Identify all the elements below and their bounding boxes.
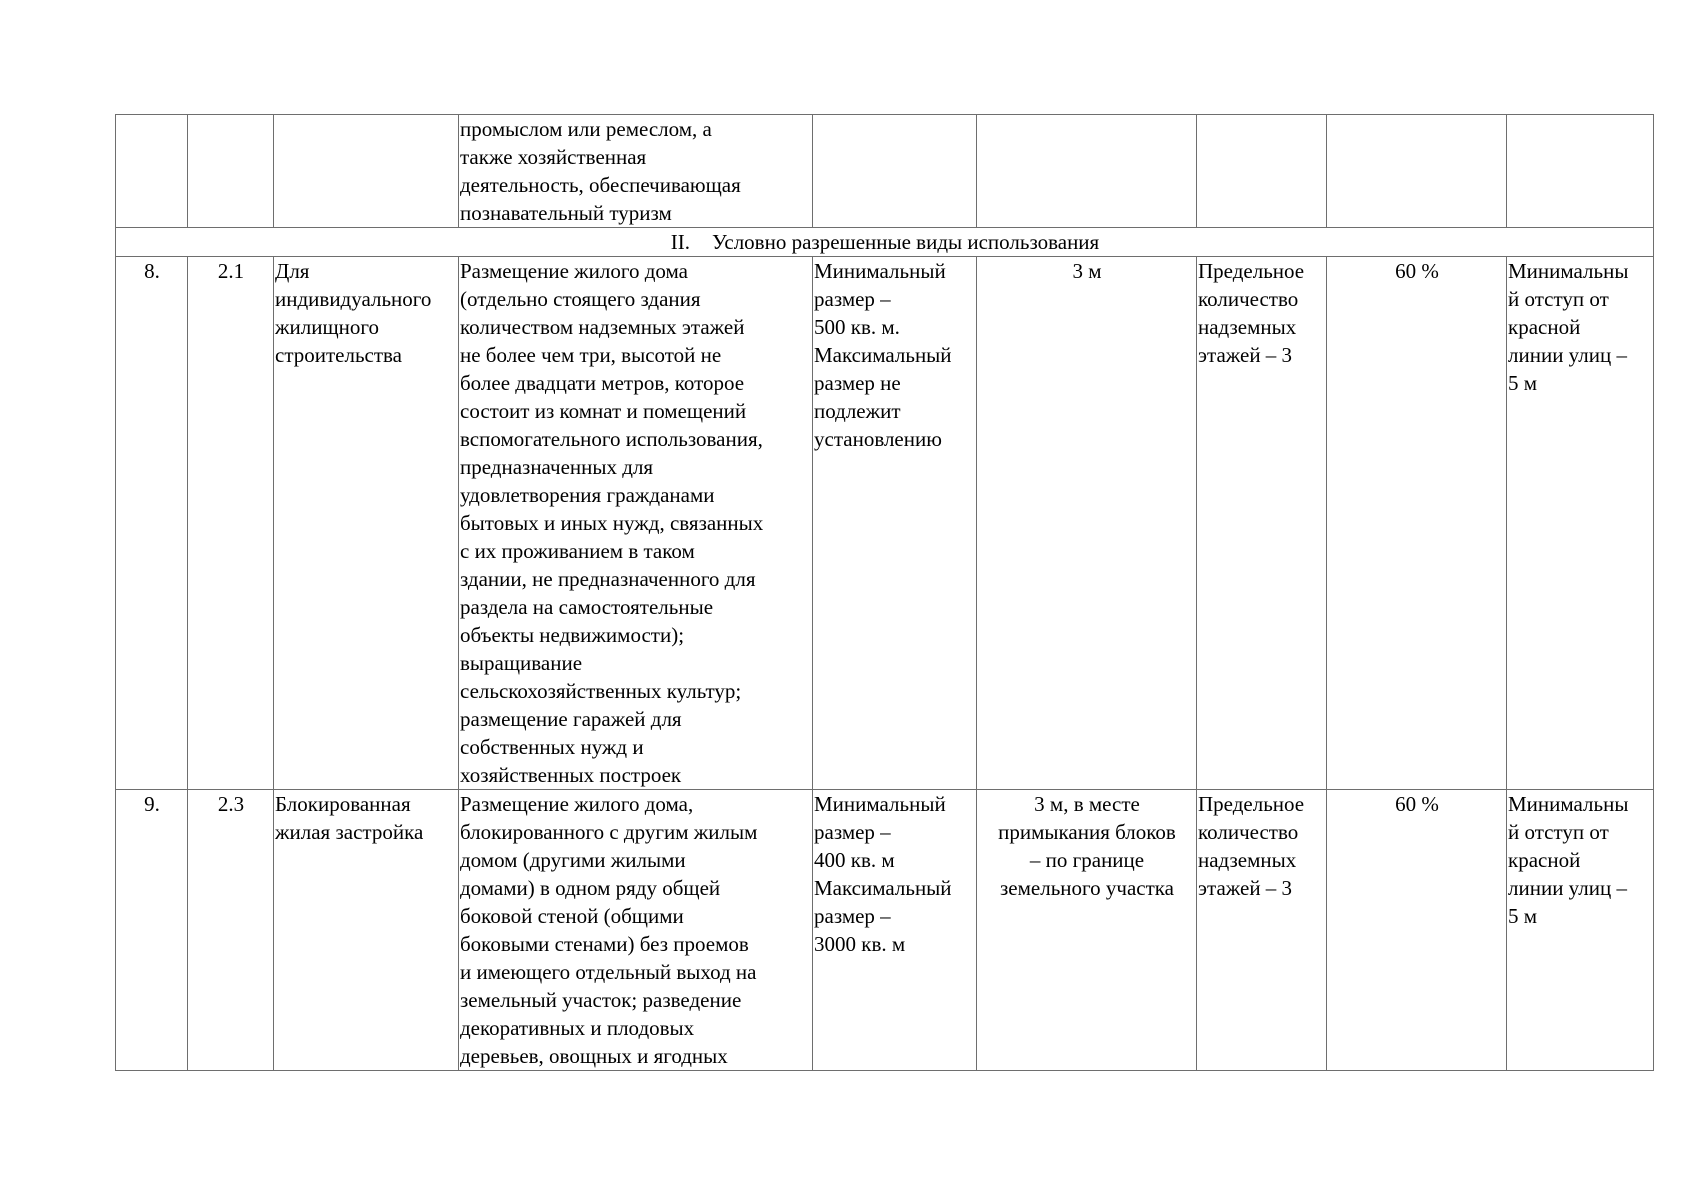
notes-cell: Минимальны й отступ от красной линии улиц – 5 м (1507, 790, 1654, 1071)
table-row (116, 790, 1654, 1071)
zoning-regulations-table (115, 114, 1654, 1071)
row-number-cell (116, 115, 188, 228)
plot-area-cell: Минимальный размер – 400 кв. м Максимальный размер – 3000 кв. м (813, 790, 977, 1071)
table-row (116, 115, 1654, 228)
table-row (116, 257, 1654, 790)
floors-cell: Предельное количество надземных этажей – 3 (1197, 790, 1327, 1071)
notes-cell (1507, 115, 1654, 228)
classifier-code-cell: 2.1 (188, 257, 274, 790)
setback-cell: 3 м (977, 257, 1197, 790)
use-name-cell (274, 115, 459, 228)
coverage-cell: 60 % (1327, 790, 1507, 1071)
floors-cell (1197, 115, 1327, 228)
section-title: Условно разрешенные виды использования (712, 230, 1100, 254)
row-number-cell: 8. (116, 257, 188, 790)
plot-area-cell (813, 115, 977, 228)
classifier-code-cell (188, 115, 274, 228)
coverage-cell: 60 % (1327, 257, 1507, 790)
setback-cell (977, 115, 1197, 228)
use-name-cell: Блокированная жилая застройка (274, 790, 459, 1071)
use-description-cell: промыслом или ремеслом, а также хозяйственная деятельность, обеспечивающая познавательный туризм (459, 115, 813, 228)
classifier-code-cell: 2.3 (188, 790, 274, 1071)
section-number: II. (670, 230, 691, 254)
setback-cell: 3 м, в месте примыкания блоков – по границе земельного участка (977, 790, 1197, 1071)
use-description-cell: Размещение жилого дома, блокированного с другим жилым домом (другими жилыми домами) в одном ряду общей боковой стеной (общими боковыми стенами) без проемов и имеющего отдельный выход на земельный участок; разведение декоративных и плодовых деревьев, овощных и ягодных (459, 790, 813, 1071)
floors-cell: Предельное количество надземных этажей – 3 (1197, 257, 1327, 790)
use-name-cell: Для индивидуального жилищного строительства (274, 257, 459, 790)
notes-cell: Минимальны й отступ от красной линии улиц – 5 м (1507, 257, 1654, 790)
section-header-cell (116, 228, 1654, 257)
coverage-cell (1327, 115, 1507, 228)
row-number-cell: 9. (116, 790, 188, 1071)
plot-area-cell: Минимальный размер – 500 кв. м. Максимальный размер не подлежит установлению (813, 257, 977, 790)
use-description-cell: Размещение жилого дома (отдельно стоящего здания количеством надземных этажей не более чем три, высотой не более двадцати метров, которое состоит из комнат и помещений вспомогательного использования, предназначенных для удовлетворения гражданами бытовых и иных нужд, связанных с их проживанием в таком здании, не предназначенного для раздела на самостоятельные объекты недвижимости); выращивание сельскохозяйственных культур; размещение гаражей для собственных нужд и хозяйственных построек (459, 257, 813, 790)
section-header-row (116, 228, 1654, 257)
